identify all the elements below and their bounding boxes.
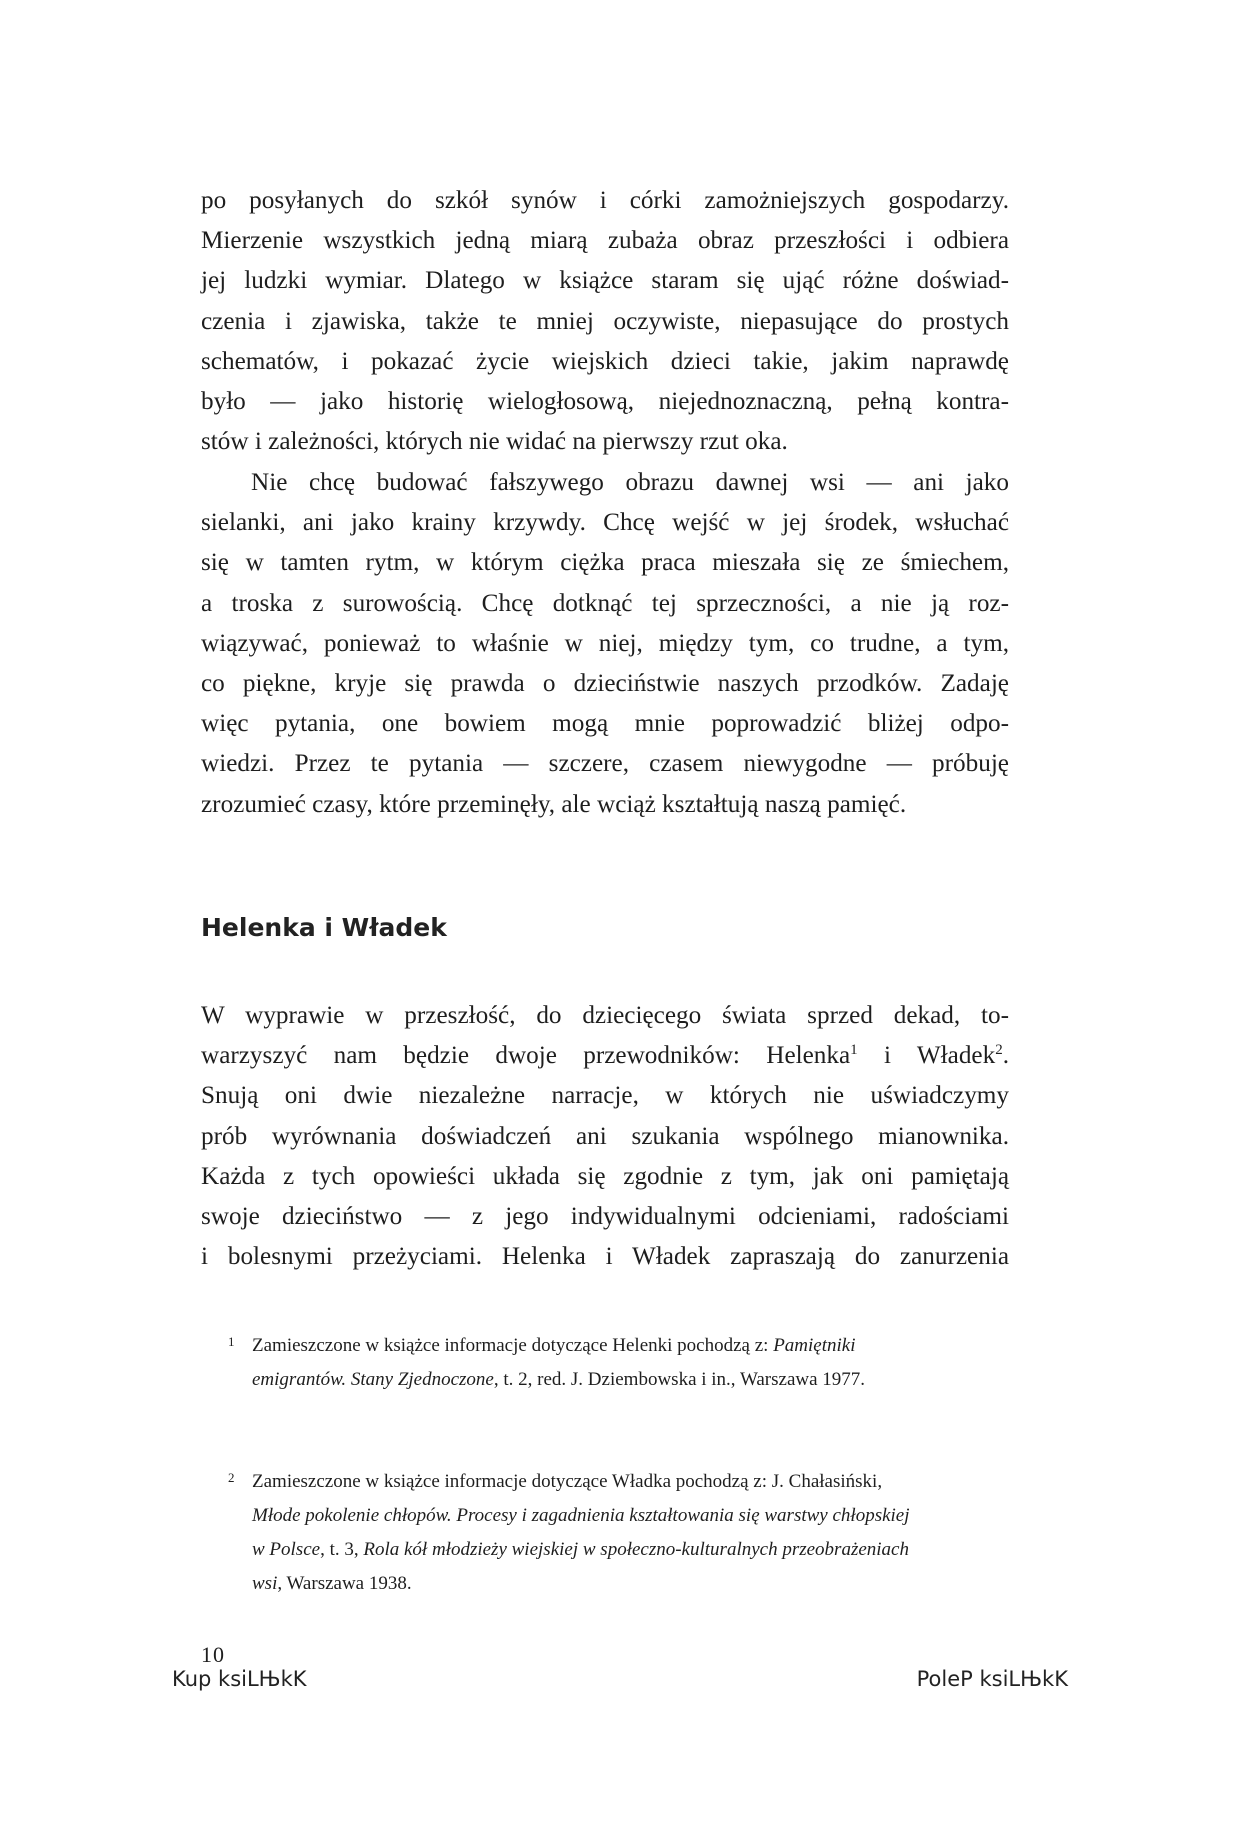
text-line: prób wyrównania doświadczeń ani szukania wspólnego mianownika. xyxy=(201,1122,1009,1150)
text-line: stów i zależności, których nie widać na pierwszy rzut oka. xyxy=(201,428,788,456)
text-line: czenia i zjawiska, także te mniej oczywiste, niepasujące do prostych xyxy=(201,307,1009,335)
paragraph xyxy=(201,181,1009,462)
section-heading: Helenka i Władek xyxy=(201,913,447,942)
text-line: wiązywać, ponieważ to właśnie w niej, między tym, co trudne, a tym, xyxy=(201,629,1009,657)
footnote-line: Zamieszczone w książce informacje dotyczące Władka pochodzą z: J. Chałasiński, xyxy=(252,1471,883,1492)
citation-title: emigrantów. Stany Zjednoczone xyxy=(252,1369,494,1390)
text-run: i Władek xyxy=(857,1042,996,1070)
text-line: się w tamten rytm, w którym ciężka praca mieszała się ze śmiechem, xyxy=(201,549,1009,577)
buy-book-link[interactable]: Kup ksiLЊkK xyxy=(172,1667,307,1691)
text-run: Zamieszczone w książce informacje dotyczące Helenki pochodzą z: xyxy=(252,1335,774,1356)
footnote xyxy=(228,1465,1032,1601)
text-line: W wyprawie w przeszłość, do dziecięcego świata sprzed dekad, to- xyxy=(201,1002,1009,1029)
text-line: Nie chcę budować fałszywego obrazu dawnej wsi — ani jako xyxy=(251,469,1009,496)
citation-title: Rola kół młodzieży wiejskiej w społeczno-kulturalnych przeobrażeniach xyxy=(363,1539,909,1560)
footnote-reference[interactable]: 2 xyxy=(995,1042,1003,1059)
text-line: wiedzi. Przez te pytania — szczere, czasem niewygodne — próbuję xyxy=(201,750,1009,778)
text-line: Snują oni dwie niezależne narracje, w których nie uświadczymy xyxy=(201,1082,1009,1110)
text-run: , Warszawa 1938. xyxy=(277,1573,412,1594)
text-line: zrozumieć czasy, które przeminęły, ale wciąż kształtują naszą pamięć. xyxy=(201,790,907,818)
text-line: co piękne, kryje się prawda o dzieciństwie naszych przodków. Zadaję xyxy=(201,670,1009,698)
text-line: a troska z surowością. Chcę dotknąć tej sprzeczności, a nie ją roz- xyxy=(201,589,1009,617)
text-line: sielanki, ani jako krainy krzywdy. Chcę wejść w jej środek, wsłuchać xyxy=(201,509,1009,537)
page-number: 10 xyxy=(201,1642,225,1667)
paragraph xyxy=(201,996,1009,1277)
recommend-book-link[interactable]: PoleP ksiLЊkK xyxy=(916,1667,1068,1691)
text-line: schematów, i pokazać życie wiejskich dzieci takie, jakim naprawdę xyxy=(201,347,1009,375)
text-line: jej ludzki wymiar. Dlatego w książce staram się ująć różne doświad- xyxy=(201,267,1009,295)
citation-title: Pamiętniki xyxy=(773,1335,856,1356)
text-line: Każda z tych opowieści układa się zgodnie z tym, jak oni pamiętają xyxy=(201,1162,1009,1190)
text-run: . xyxy=(1002,1042,1009,1070)
text-line: było — jako historię wielogłosową, niejednoznaczną, pełną kontra- xyxy=(201,388,1009,416)
footnote-reference[interactable]: 1 xyxy=(850,1042,858,1059)
text-line: więc pytania, one bowiem mogą mnie poprowadzić bliżej odpo- xyxy=(201,710,1009,738)
footnote xyxy=(228,1329,1032,1397)
footnote-mark: 1 xyxy=(228,1334,235,1349)
citation-title: wsi xyxy=(252,1573,278,1594)
text-run: , t. 2, red. J. Dziembowska i in., Warszawa 1977. xyxy=(493,1369,866,1390)
footnote-line xyxy=(252,1533,1032,1567)
paragraph xyxy=(201,463,1009,825)
text-line: po posyłanych do szkół synów i córki zamożniejszych gospodarzy. xyxy=(201,187,1009,214)
citation-title: w Polsce xyxy=(252,1539,321,1560)
text-run: , t. 3, xyxy=(320,1539,364,1560)
citation-title: Młode pokolenie chłopów. Procesy i zagadnienia kształtowania się warstwy chłopskiej xyxy=(252,1505,910,1526)
footnote-line xyxy=(252,1499,1032,1533)
text-line: i bolesnymi przeżyciami. Helenka i Władek zapraszają do zanurzenia xyxy=(201,1243,1009,1271)
footnote-mark: 2 xyxy=(228,1470,235,1485)
text-line xyxy=(201,1036,1009,1076)
text-line: swoje dzieciństwo — z jego indywidualnymi odcieniami, radościami xyxy=(201,1203,1009,1231)
text-run: warzyszyć nam będzie dwoje przewodników: Helenka xyxy=(201,1042,851,1070)
footnote-line xyxy=(252,1329,1032,1363)
footnote-line xyxy=(252,1363,1032,1397)
text-line: Mierzenie wszystkich jedną miarą zubaża obraz przeszłości i odbiera xyxy=(201,227,1009,255)
footnote-line xyxy=(252,1567,1032,1601)
